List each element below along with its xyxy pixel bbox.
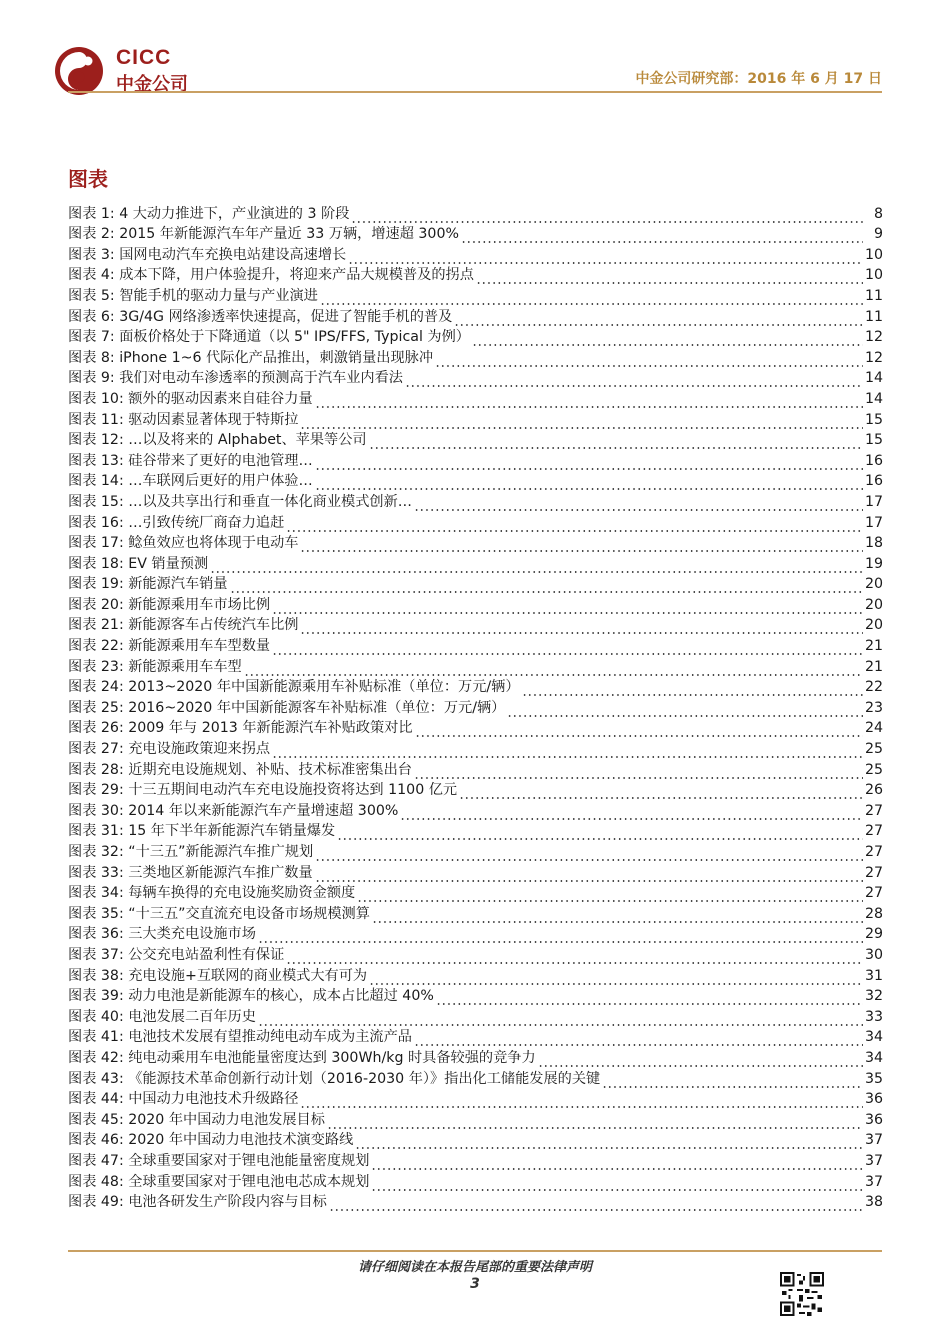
toc-entry-label: 图表 29: 十三五期间电动汽车充电设施投资将达到 1100 亿元 (68, 782, 458, 799)
toc-dot-leader (286, 950, 863, 965)
toc-entry-label: 图表 43: 《能源技术革命创新行动计划（2016-2030 年）》指出化工储能发展的关键 (68, 1070, 601, 1087)
toc-entry[interactable] (68, 883, 883, 904)
toc-dot-leader (244, 662, 863, 677)
toc-dot-leader (351, 209, 863, 224)
toc-entry-label: 图表 47: 全球重要国家对于锂电池能量密度规划 (68, 1152, 370, 1169)
toc-dot-leader (400, 806, 863, 821)
logo-cn-text: 中金公司 (116, 74, 188, 95)
toc-entry-page: 32 (864, 988, 883, 1005)
toc-entry-label: 图表 1: 4 大动力推进下，产业演进的 3 阶段 (68, 205, 350, 222)
toc-entry-page: 35 (864, 1070, 883, 1087)
toc-entry-page: 37 (864, 1132, 883, 1149)
toc-entry-page: 14 (864, 390, 883, 407)
toc-entry-page: 25 (864, 741, 883, 758)
toc-entry[interactable] (68, 1192, 883, 1213)
toc-dot-leader (327, 1115, 863, 1130)
toc-entry[interactable] (68, 203, 883, 224)
page-header (0, 0, 950, 110)
toc-entry-label: 图表 7: 面板价格处于下降通道（以 5" IPS/FFS, Typical 为例） (68, 329, 470, 346)
toc-dot-leader (371, 1156, 863, 1171)
toc-entry-page: 36 (864, 1091, 883, 1108)
toc-dot-leader (405, 373, 863, 388)
header-divider (68, 91, 882, 93)
toc-entry-page: 16 (864, 452, 883, 469)
toc-dot-leader (272, 641, 863, 656)
toc-dot-leader (320, 291, 863, 306)
toc-dot-leader (507, 703, 863, 718)
toc-entry-label: 图表 37: 公交充电站盈利性有保证 (68, 946, 285, 963)
toc-entry-label: 图表 35: “十三五”交直流充电设备市场规模测算 (68, 905, 370, 922)
toc-entry-page: 9 (873, 226, 883, 243)
toc-entry-page: 19 (864, 555, 883, 572)
toc-entry-label: 图表 8: iPhone 1~6 代际化产品推出，刺激销量出现脉冲 (68, 349, 434, 366)
toc-entry-label: 图表 40: 电池发展二百年历史 (68, 1008, 256, 1025)
toc-entry-label: 图表 25: 2016~2020 年中国新能源客车补贴标准（单位：万元/辆） (68, 699, 506, 716)
toc-dot-leader (258, 1012, 863, 1027)
toc-dot-leader (315, 476, 863, 491)
toc-entry[interactable] (68, 1150, 883, 1171)
toc-entry[interactable] (68, 1006, 883, 1027)
page-number: 3 (470, 1276, 480, 1292)
toc-entry[interactable] (68, 677, 883, 698)
toc-entry-label: 图表 20: 新能源乘用车市场比例 (68, 596, 271, 613)
toc-entry-label: 图表 30: 2014 年以来新能源汽车产量增速超 300% (68, 802, 399, 819)
toc-entry[interactable] (68, 800, 883, 821)
toc-entry-label: 图表 28: 近期充电设施规划、补贴、技术标准密集出台 (68, 761, 412, 778)
toc-entry[interactable] (68, 841, 883, 862)
toc-entry-page: 34 (864, 1049, 883, 1066)
toc-entry-page: 21 (864, 638, 883, 655)
toc-entry-page: 30 (864, 946, 883, 963)
toc-entry[interactable] (68, 285, 883, 306)
toc-entry[interactable] (68, 965, 883, 986)
toc-dot-leader (210, 559, 863, 574)
toc-dot-leader (415, 723, 863, 738)
toc-entry-page: 37 (864, 1152, 883, 1169)
figure-list (68, 203, 883, 1212)
toc-entry-label: 图表 45: 2020 年中国动力电池发展目标 (68, 1111, 325, 1128)
toc-dot-leader (436, 991, 863, 1006)
toc-entry-page: 22 (864, 679, 883, 696)
toc-dot-leader (348, 250, 863, 265)
toc-entry[interactable] (68, 450, 883, 471)
toc-entry-page: 28 (864, 905, 883, 922)
toc-entry-label: 图表 27: 充电设施政策迎来拐点 (68, 741, 271, 758)
toc-entry-page: 27 (864, 802, 883, 819)
toc-entry-label: 图表 49: 电池各研发生产阶段内容与目标 (68, 1194, 327, 1211)
toc-dot-leader (435, 353, 863, 368)
toc-dot-leader (538, 1053, 863, 1068)
toc-entry-page: 20 (864, 596, 883, 613)
toc-dot-leader (369, 971, 863, 986)
toc-entry-page: 12 (864, 329, 883, 346)
toc-entry[interactable] (68, 409, 883, 430)
toc-entry-label: 图表 34: 每辆车换得的充电设施奖励资金额度 (68, 885, 356, 902)
toc-entry-page: 18 (864, 535, 883, 552)
toc-entry-label: 图表 26: 2009 年与 2013 年新能源汽车补贴政策对比 (68, 720, 413, 737)
toc-entry-page: 38 (864, 1194, 883, 1211)
toc-entry-page: 36 (864, 1111, 883, 1128)
toc-entry-page: 8 (873, 205, 883, 222)
toc-entry-label: 图表 32: “十三五”新能源汽车推广规划 (68, 844, 314, 860)
toc-entry-page: 10 (864, 246, 883, 263)
toc-entry-page: 37 (864, 1173, 883, 1190)
toc-entry[interactable] (68, 224, 883, 245)
toc-entry-label: 图表 39: 动力电池是新能源车的核心，成本占比超过 40% (68, 988, 434, 1005)
toc-entry[interactable] (68, 738, 883, 759)
toc-dot-leader (459, 785, 863, 800)
toc-entry[interactable] (68, 697, 883, 718)
toc-entry[interactable] (68, 265, 883, 286)
toc-entry-label: 图表 12: …以及将来的 Alphabet、苹果等公司 (68, 432, 367, 449)
toc-entry-label: 图表 21: 新能源客车占传统汽车比例 (68, 617, 299, 634)
section-title: 图表 (68, 167, 108, 191)
toc-entry-page: 20 (864, 617, 883, 634)
toc-entry-label: 图表 42: 纯电动乘用车电池能量密度达到 300Wh/kg 时具备较强的竞争力 (68, 1049, 536, 1066)
toc-entry-page: 17 (864, 493, 883, 510)
toc-entry-label: 图表 46: 2020 年中国动力电池技术演变路线 (68, 1132, 354, 1149)
toc-entry[interactable] (68, 615, 883, 636)
toc-entry[interactable] (68, 821, 883, 842)
toc-entry-label: 图表 4: 成本下降，用户体验提升，将迎来产品大规模普及的拐点 (68, 267, 474, 284)
toc-entry-label: 图表 48: 全球重要国家对于锂电池电芯成本规划 (68, 1173, 370, 1190)
toc-entry-label: 图表 19: 新能源汽车销量 (68, 576, 228, 593)
toc-entry[interactable] (68, 306, 883, 327)
report-date: 中金公司研究部：2016 年 6 月 17 日 (635, 71, 882, 87)
toc-entry-page: 20 (864, 576, 883, 593)
toc-entry-label: 图表 23: 新能源乘用车车型 (68, 658, 242, 675)
toc-entry-page: 17 (864, 514, 883, 531)
logo-cicc-text: CICC (116, 46, 172, 69)
toc-entry[interactable] (68, 1047, 883, 1068)
toc-entry-page: 29 (864, 926, 883, 943)
toc-dot-leader (329, 1197, 863, 1212)
toc-entry-page: 24 (864, 720, 883, 737)
toc-entry[interactable] (68, 656, 883, 677)
toc-entry-label: 图表 6: 3G/4G 网络渗透率快速提高，促进了智能手机的普及 (68, 308, 453, 325)
toc-dot-leader (372, 909, 863, 924)
toc-entry[interactable] (68, 1027, 883, 1048)
toc-entry[interactable] (68, 924, 883, 945)
toc-entry[interactable] (68, 759, 883, 780)
toc-entry-page: 21 (864, 658, 883, 675)
toc-entry[interactable] (68, 471, 883, 492)
toc-entry-label: 图表 18: EV 销量预测 (68, 555, 209, 572)
toc-entry[interactable] (68, 327, 883, 348)
toc-dot-leader (315, 456, 863, 471)
toc-entry[interactable] (68, 347, 883, 368)
toc-entry-page: 31 (864, 967, 883, 984)
toc-entry-label: 图表 14: …车联网后更好的用户体验… (68, 473, 313, 490)
toc-dot-leader (300, 538, 862, 553)
toc-entry-page: 23 (864, 699, 883, 716)
toc-entry-label: 图表 10: 额外的驱动因素来自硅谷力量 (68, 390, 313, 407)
toc-entry-page: 12 (864, 349, 883, 366)
toc-dot-leader (414, 1032, 863, 1047)
toc-entry[interactable] (68, 533, 883, 554)
toc-entry-label: 图表 44: 中国动力电池技术升级路径 (68, 1091, 299, 1108)
toc-entry-label: 图表 17: 鲶鱼效应也将体现于电动车 (68, 535, 299, 552)
toc-dot-leader (258, 929, 863, 944)
toc-dot-leader (272, 744, 863, 759)
toc-entry[interactable] (68, 512, 883, 533)
footer-divider (68, 1250, 882, 1252)
toc-entry[interactable] (68, 388, 883, 409)
toc-entry-label: 图表 38: 充电设施+互联网的商业模式大有可为 (68, 967, 368, 984)
toc-entry-page: 11 (864, 308, 883, 325)
toc-entry[interactable] (68, 862, 883, 883)
toc-dot-leader (414, 497, 863, 512)
toc-dot-leader (272, 600, 863, 615)
toc-entry[interactable] (68, 430, 883, 451)
toc-entry[interactable] (68, 491, 883, 512)
toc-dot-leader (371, 1177, 863, 1192)
toc-entry[interactable] (68, 780, 883, 801)
toc-entry-page: 27 (864, 823, 883, 840)
toc-entry-page: 27 (864, 864, 883, 881)
toc-entry-page: 26 (864, 782, 883, 799)
toc-entry-label: 图表 41: 电池技术发展有望推动纯电动车成为主流产品 (68, 1029, 412, 1046)
toc-dot-leader (300, 620, 862, 635)
toc-entry-page: 27 (864, 844, 883, 860)
toc-entry-label: 图表 16: …引致传统厂商奋力追赶 (68, 514, 285, 531)
toc-entry-label: 图表 15: …以及共享出行和垂直一体化商业模式创新… (68, 493, 412, 510)
toc-entry[interactable] (68, 1089, 883, 1110)
toc-dot-leader (355, 1135, 863, 1150)
toc-dot-leader (230, 579, 863, 594)
toc-dot-leader (522, 682, 863, 697)
toc-entry[interactable] (68, 986, 883, 1007)
toc-dot-leader (476, 270, 863, 285)
toc-entry[interactable] (68, 574, 883, 595)
toc-entry-page: 10 (864, 267, 883, 284)
toc-entry-label: 图表 9: 我们对电动车渗透率的预测高于汽车业内看法 (68, 370, 403, 387)
toc-dot-leader (602, 1074, 863, 1089)
toc-entry-page: 14 (864, 370, 883, 387)
toc-dot-leader (414, 765, 863, 780)
toc-entry-page: 27 (864, 885, 883, 902)
toc-dot-leader (315, 868, 863, 883)
toc-dot-leader (369, 435, 863, 450)
toc-dot-leader (472, 332, 863, 347)
toc-entry-label: 图表 13: 硅谷带来了更好的电池管理… (68, 452, 313, 469)
toc-entry-page: 34 (864, 1029, 883, 1046)
toc-entry-page: 33 (864, 1008, 883, 1025)
toc-entry-label: 图表 24: 2013~2020 年中国新能源乘用车补贴标准（单位：万元/辆） (68, 679, 520, 696)
toc-dot-leader (454, 312, 863, 327)
toc-dot-leader (357, 888, 863, 903)
toc-entry-page: 15 (864, 411, 883, 428)
toc-dot-leader (286, 518, 863, 533)
toc-entry-label: 图表 31: 15 年下半年新能源汽车销量爆发 (68, 823, 336, 840)
toc-entry[interactable] (68, 1068, 883, 1089)
toc-dot-leader (337, 826, 863, 841)
toc-entry[interactable] (68, 244, 883, 265)
toc-entry-page: 25 (864, 761, 883, 778)
toc-entry-label: 图表 2: 2015 年新能源汽车年产量近 33 万辆，增速超 300% (68, 226, 459, 243)
qr-code-icon (780, 1272, 824, 1316)
toc-entry-page: 11 (864, 287, 883, 304)
toc-dot-leader (315, 847, 863, 862)
toc-entry-label: 图表 11: 驱动因素显著体现于特斯拉 (68, 411, 299, 428)
legal-notice: 请仔细阅读在本报告尾部的重要法律声明 (357, 1260, 592, 1275)
toc-entry-label: 图表 3: 国网电动汽车充换电站建设高速增长 (68, 246, 347, 263)
toc-entry-page: 16 (864, 473, 883, 490)
toc-entry[interactable] (68, 944, 883, 965)
cicc-logo-mark-icon (54, 46, 104, 96)
toc-entry[interactable] (68, 903, 883, 924)
toc-entry-label: 图表 5: 智能手机的驱动力量与产业演进 (68, 287, 318, 304)
toc-entry[interactable] (68, 1109, 883, 1130)
toc-entry[interactable] (68, 635, 883, 656)
toc-entry-label: 图表 33: 三类地区新能源汽车推广数量 (68, 864, 313, 881)
toc-entry-label: 图表 22: 新能源乘用车车型数量 (68, 638, 271, 655)
toc-entry[interactable] (68, 368, 883, 389)
toc-dot-leader (461, 229, 863, 244)
toc-entry-page: 15 (864, 432, 883, 449)
toc-entry[interactable] (68, 718, 883, 739)
toc-entry[interactable] (68, 594, 883, 615)
toc-entry[interactable] (68, 1171, 883, 1192)
toc-dot-leader (300, 415, 862, 430)
toc-dot-leader (315, 394, 863, 409)
toc-entry[interactable] (68, 1130, 883, 1151)
toc-entry[interactable] (68, 553, 883, 574)
toc-dot-leader (300, 1094, 862, 1109)
toc-entry-label: 图表 36: 三大类充电设施市场 (68, 926, 256, 943)
